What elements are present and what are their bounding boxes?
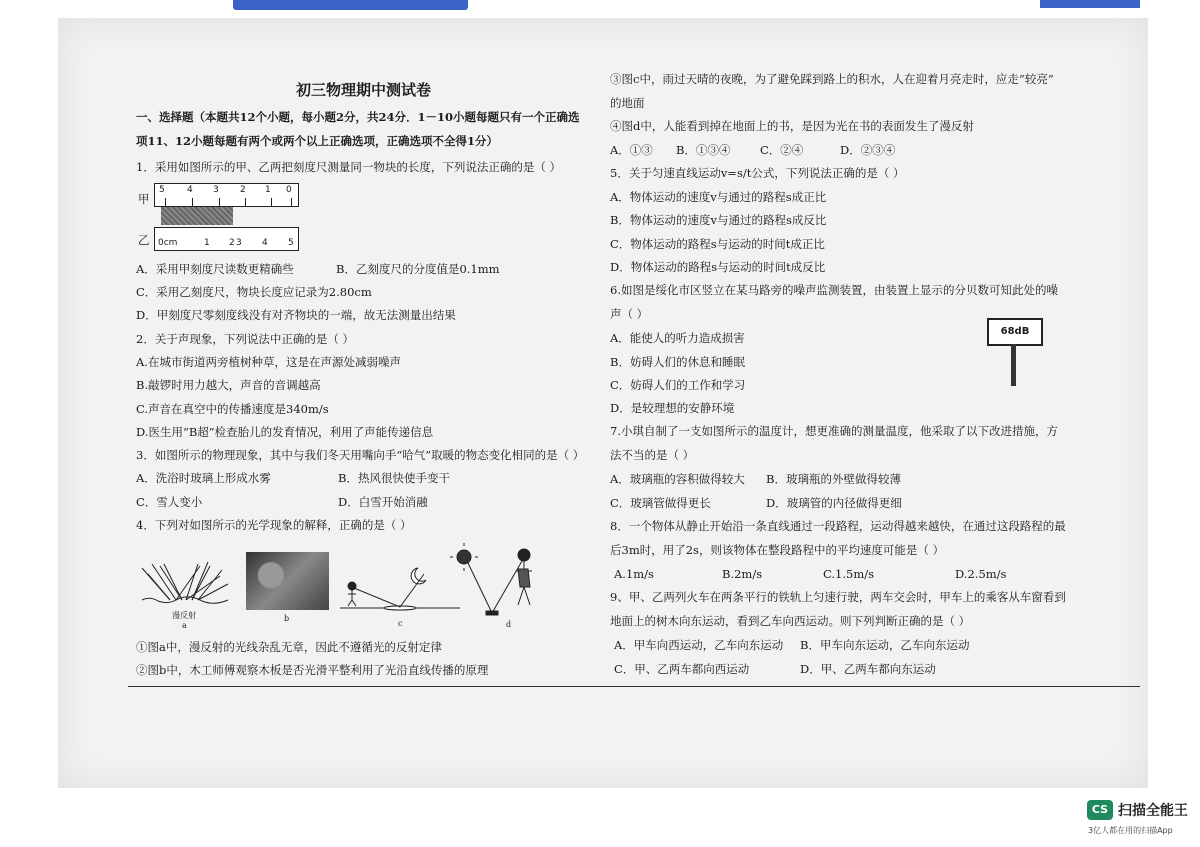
- q4-statement-3-line2: 的地面: [610, 96, 645, 110]
- ruler-yi-tick-label: 1: [204, 238, 210, 248]
- fig-b-carpenter-photo: [246, 552, 329, 610]
- ruler-yi-tick-label: 0cm: [158, 238, 178, 248]
- ruler-jia: [154, 183, 299, 207]
- q4-statement-1: ①图a中，漫反射的光线杂乱无章，因此不遵循光的反射定律: [136, 640, 442, 654]
- q5-stem: 5．关于匀速直线运动v=s/t公式，下列说法正确的是（ ）: [610, 166, 905, 180]
- q4-statement-4: ④图d中，人能看到掉在地面上的书，是因为光在书的表面发生了漫反射: [610, 119, 974, 133]
- q6-option-d: D．是较理想的安静环境: [610, 401, 735, 415]
- ruler-jia-tick-label: 2: [240, 185, 246, 195]
- ruler-yi-tick-label: 3: [236, 238, 242, 248]
- q4-option-d: D．②③④: [840, 143, 896, 157]
- q4-statement-3-line1: ③图c中，雨过天晴的夜晚，为了避免踩到路上的积水，人在迎着月亮走时，应走“较亮”: [610, 72, 1054, 86]
- ruler-yi: [154, 227, 299, 251]
- ruler-yi-label: 乙: [138, 233, 150, 247]
- q4-option-b: B．①③④: [676, 143, 731, 157]
- q5-option-c: C．物体运动的路程s与运动的时间t成正比: [610, 237, 825, 251]
- scan-edge-blue-left: [233, 0, 468, 10]
- fig-b-letter: b: [284, 614, 290, 623]
- q9-option-a: A．甲车向西运动，乙车向东运动: [614, 638, 784, 652]
- exam-title: 初三物理期中测试卷: [296, 81, 432, 99]
- q4-stem: 4．下列对如图所示的光学现象的解释，正确的是（ ）: [136, 518, 412, 532]
- q8-option-b: B.2m/s: [722, 567, 763, 581]
- ruler-jia-label: 甲: [138, 192, 150, 206]
- q5-option-d: D．物体运动的路程s与运动的时间t成反比: [610, 260, 826, 274]
- q9-stem-line2: 地面上的树木向东运动，看到乙车向西运动。则下列判断正确的是（ ）: [610, 614, 971, 628]
- q6-option-c: C．妨碍人们的工作和学习: [610, 378, 746, 392]
- q4-statement-2: ②图b中，木工师傅观察木板是否光滑平整利用了光沿直线传播的原理: [136, 663, 489, 677]
- q7-stem-line1: 7.小琪自制了一支如图所示的温度计，想更准确的测量温度，他采取了以下改进措施，方: [610, 424, 1058, 438]
- scan-edge-blue-right: [1040, 0, 1140, 8]
- fig-a-caption: 漫反射: [172, 611, 196, 620]
- camscanner-tagline: 3亿人都在用的扫描App: [1088, 826, 1173, 835]
- fig-c-letter: c: [398, 619, 403, 628]
- q2-option-d: D.医生用“B超”检查胎儿的发育情况，利用了声能传递信息: [136, 425, 434, 439]
- q8-option-a: A.1m/s: [614, 567, 654, 581]
- q8-option-d: D.2.5m/s: [955, 567, 1007, 581]
- fig-d-person-book: [450, 543, 550, 633]
- q3-option-b: B．热风很快使手变干: [338, 471, 450, 485]
- fig-c-moon-puddle: [340, 560, 460, 630]
- ruler-yi-tick-label: 4: [262, 238, 268, 248]
- q5-option-a: A．物体运动的速度v与通过的路程s成正比: [610, 190, 827, 204]
- fig-d-letter: d: [506, 620, 512, 629]
- measured-block: [161, 207, 233, 225]
- ruler-yi-tick-label: 5: [288, 238, 294, 248]
- q1-option-c: C．采用乙刻度尺，物块长度应记录为2.80cm: [136, 285, 372, 299]
- section-heading-line2: 项11、12小题每题有两个或两个以上正确选项，正确选项不全得1分）: [136, 134, 499, 148]
- ruler-jia-tick-label: 4: [187, 185, 193, 195]
- camscanner-brand: 扫描全能王: [1118, 803, 1188, 819]
- ruler-jia-tick-label: 5: [159, 185, 165, 195]
- q9-option-b: B．甲车向东运动，乙车向东运动: [800, 638, 970, 652]
- q2-stem: 2．关于声现象，下列说法中正确的是（ ）: [136, 332, 354, 346]
- q4-option-c: C．②④: [760, 143, 804, 157]
- q8-stem-line2: 后3m时，用了2s，则该物体在整段路程中的平均速度可能是（ ）: [610, 543, 945, 557]
- q3-option-a: A．洗浴时玻璃上形成水雾: [136, 471, 271, 485]
- q7-option-a: A．玻璃瓶的容积做得较大: [610, 472, 745, 486]
- noise-monitor-post: [1011, 344, 1016, 386]
- q6-option-b: B．妨碍人们的休息和睡眠: [610, 355, 745, 369]
- q6-stem-line1: 6.如图是绥化市区竖立在某马路旁的噪声监测装置，由装置上显示的分贝数可知此处的噪: [610, 283, 1058, 297]
- camscanner-logo-icon: CS: [1087, 800, 1113, 820]
- q8-option-c: C.1.5m/s: [823, 567, 875, 581]
- page-bottom-rule: [128, 686, 1140, 687]
- q9-option-c: C．甲、乙两车都向西运动: [614, 662, 750, 676]
- q6-option-a: A．能使人的听力造成损害: [610, 331, 745, 345]
- q1-option-d: D．甲刻度尺零刻度线没有对齐物块的一端，故无法测量出结果: [136, 308, 456, 322]
- q6-stem-line2: 声（ ）: [610, 307, 649, 321]
- q7-option-c: C．玻璃管做得更长: [610, 496, 711, 510]
- noise-monitor-sign: 68dB: [987, 318, 1043, 346]
- q9-stem-line1: 9、甲、乙两列火车在两条平行的铁轨上匀速行驶，两车交会时，甲车上的乘客从车窗看到: [610, 590, 1066, 604]
- q7-option-b: B．玻璃瓶的外壁做得较薄: [766, 472, 901, 486]
- fig-a-diffuse-reflection: [140, 560, 230, 630]
- q3-stem: 3．如图所示的物理现象，其中与我们冬天用嘴向手“哈气”取暖的物态变化相同的是（ ）: [136, 448, 585, 462]
- q4-option-a: A．①③: [610, 143, 653, 157]
- q2-option-a: A.在城市街道两旁植树种草，这是在声源处减弱噪声: [136, 355, 401, 369]
- q2-option-c: C.声音在真空中的传播速度是340m/s: [136, 402, 329, 416]
- fig-a-letter: a: [182, 621, 187, 630]
- q7-option-d: D．玻璃管的内径做得更细: [766, 496, 902, 510]
- q5-option-b: B．物体运动的速度v与通过的路程s成反比: [610, 213, 827, 227]
- q8-stem-line1: 8．一个物体从静止开始沿一条直线通过一段路程，运动得越来越快，在通过这段路程的最: [610, 519, 1066, 533]
- q1-option-a: A．采用甲刻度尺读数更精确些: [136, 262, 294, 276]
- section-heading-line1: 一、选择题（本题共12个小题，每小题2分，共24分．1－10小题每题只有一个正确选: [136, 110, 580, 124]
- ruler-jia-tick-label: 1: [265, 185, 271, 195]
- q9-option-d: D．甲、乙两车都向东运动: [800, 662, 936, 676]
- q1-stem: 1．采用如图所示的甲、乙两把刻度尺测量同一物块的长度，下列说法正确的是（ ）: [136, 160, 561, 174]
- q2-option-b: B.敲锣时用力越大，声音的音调越高: [136, 378, 321, 392]
- ruler-jia-tick-label: 0: [286, 185, 292, 195]
- ruler-yi-tick-label: 2: [229, 238, 235, 248]
- q3-option-c: C．雪人变小: [136, 495, 203, 509]
- q1-option-b: B．乙刻度尺的分度值是0.1mm: [336, 262, 500, 276]
- q7-stem-line2: 法不当的是（ ）: [610, 448, 695, 462]
- ruler-jia-tick-label: 3: [213, 185, 219, 195]
- q3-option-d: D．白雪开始消融: [338, 495, 428, 509]
